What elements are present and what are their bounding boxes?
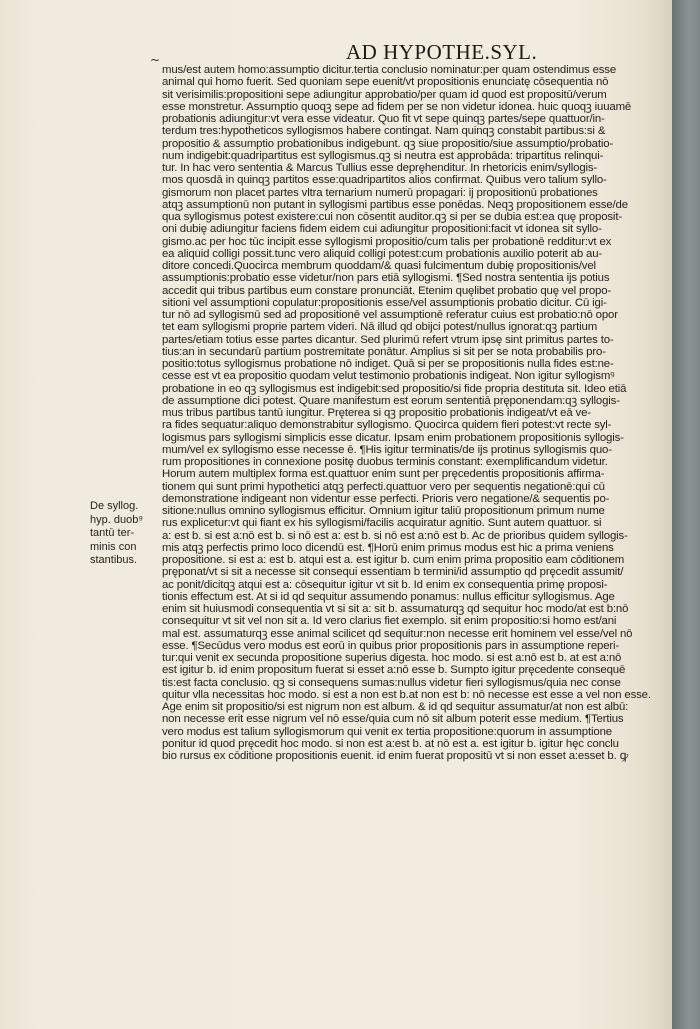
text-line: ac ponit/dicitqꝫ atqui est a: cōsequitur igitur vt sit b. Id enim ex consequentia primę proposi- <box>162 578 608 591</box>
text-line: mis atqꝫ perfectis primo loco dicendū est. ¶Horū enim primus modus est hic a prima veniens <box>162 541 614 554</box>
text-line: esse. ¶Secūdus vero modus est eorū in quibus prior propositionis pars in assumptione reperi- <box>162 639 620 652</box>
text-line: partes/etiam totius esse partes dicantur. Sed plurimū refert vtrum ipsę sint primitus partes to- <box>162 333 614 346</box>
text-line: probatione in eo qꝫ syllogismus est indigebit:sed propositio/si fide propria destituta sit. Ideo etiā <box>162 382 627 395</box>
text-line: ea aliquid colligi possit.tunc vero aliquid colligi potest:cum probationis auxilio poterit ab au- <box>162 247 603 260</box>
page-edge <box>672 0 700 1029</box>
text-line: rum propositiones in connexione positę duobus terminis constant: exemplificandum videtur. <box>162 456 608 468</box>
text-line: consequitur vt sit vel non sit a. Id vero clarius fiet exemplo. sit enim propositio:si homo est/ani <box>162 615 617 628</box>
text-line: Horum autem multiplex forma est.quattuor enim sunt per pręcedentis propositionis affirma- <box>162 468 605 481</box>
text-line: tur nō ad syllogismū sed ad propositionē vel assumptionē referatur cuius est probatio:nō opor <box>162 309 618 321</box>
text-line: logismus pars syllogismi simplicis esse dicatur. Ipsam enim probationem propositionis syllogis- <box>162 431 624 444</box>
text-line: est igitur b. id enim propositum fuerat si esset a:nō esse b. Sumpto igitur pręcedente consequē <box>162 664 626 677</box>
text-line: mus/est autem homo:assumptio dicitur.tertia conclusio nominatur:per quam ostendimus esse <box>162 64 617 76</box>
text-line: tet eam syllogismi proprie partem videri. Nā illud qd obijci potest/nullus ignorat:qꝫ partium <box>162 321 598 334</box>
text-line: pręponat/vt si sit a necesse sit consequi essentiam b termini/id assumptio qd pręcedit assumit/ <box>162 566 624 579</box>
margin-note-line: stantibus. <box>90 554 138 566</box>
text-line: animal qui homo fuerit. Sed quoniam sepe euenit/vt propositionis enunciatę cōsequentia nō <box>162 76 609 89</box>
text-line: propositione. si est a: est b. atqui est a. est igitur b. cum enim prima propositio eam cōditionem <box>162 554 625 566</box>
text-line: mos quosdā in quinqꝫ partitos esse:quadripartitos alios confirmat. Quibus vero talium syllo- <box>162 174 607 187</box>
text-line: tis:est facta conclusio. qꝫ si consequens sumas:nullus videtur fieri syllogismus/quia nec conse <box>162 676 621 689</box>
text-line: non necesse erit esse nigrum vel nō esse/quia cum nō sit album poterit esse medium. ¶Tertius <box>162 713 624 726</box>
text-line: enim sit huiusmodi consequentia vt si sit a: sit b. assumaturqꝫ qd sequitur hoc modo/at est b:nō <box>162 603 629 615</box>
text-line: Age enim sit propositio/si est nigrum non est album. & id qd sequitur assumatur/at non est albū: <box>162 701 629 713</box>
text-line: accedit qui tribus partibus eum constare pronunciāt. Etenim quęlibet probatio quę vel propo- <box>162 284 612 297</box>
text-line: qua syllogismus potest existere:cui non cōsentit auditor.qꝫ si per se dubia est:ea quę proposit- <box>162 211 622 223</box>
text-line: demonstratione indigeant non videntur esse perfecti. Prioris vero negatione/& sequentis po- <box>162 492 610 505</box>
text-line: ponitur id quod pręcedit hoc modo. si non est a:est b. at nō est a. est igitur b. igitur hęc conclu <box>162 737 619 750</box>
margin-note-line: De syllog. <box>90 500 139 512</box>
text-line: cesse est vt ea propositio quodam velut testimonio probationis indigeat. Non igitur syllogismꝰ <box>162 370 615 383</box>
text-line: mus tribus partibus tantū iungitur. Pręterea si qꝫ propositio probationis indigeat/vt eā ve- <box>162 407 591 419</box>
text-line: tur:qui venit ex secunda propositione superius digesta. hoc modo. si est a:nō est b. at est a:nō <box>162 652 622 664</box>
text-line: mum/vel ex syllogismo esse necesse ē. ¶His igitur terminatis/de ijs protinus syllogismis quo- <box>162 443 612 456</box>
text-line: atqꝫ assumptionū non putant in syllogismi partibus esse ponēdas. Neqꝫ propositionem esse/de <box>162 198 628 211</box>
margin-note-line: minis con <box>90 540 137 553</box>
text-line: ra fides sequatur:aliquo demonstrabitur syllogismo. Quocirca quidem fieri potest:vt recte syl- <box>162 419 612 432</box>
folio-mark: ~ <box>150 53 161 67</box>
text-line: assumptionis:probatio esse videtur/non pars etiā syllogismi. ¶Sed nostra sententia ijs potius <box>162 272 610 285</box>
text-line: tionem qui sunt primi hypothetici atqꝫ perfecti.quattuor vero per sequentis negationē:qui cū <box>162 480 605 493</box>
text-line: bio rursus ex cōditione propositionis euenit. id enim fuerat propositū vt si non esset a:esset b. ꝙ <box>162 750 629 762</box>
margin-note-line: tantū ter- <box>90 527 135 539</box>
text-line: vero modus est talium syllogismorum qui venit ex tertia propositione:quorum in assumptione <box>162 725 612 738</box>
text-line: positio:totus syllogismus probatione nō indiget. Quā si per se propositionis nulla fides est:ne- <box>162 358 614 370</box>
text-line: rus explicetur:vt qui fiant ex his syllogismi/facilis acquiratur agnitio. Sunt autem quattuor. si <box>162 517 602 530</box>
text-line: sitioni vel assumptioni copulatur:propositionis esse/vel assumptionis probatio dicitur. Cū igi- <box>162 296 607 309</box>
text-line: ditore concedi.Quocirca membrum quoddam/& quasi fulcimentum dubię propositionis/vel <box>162 260 596 272</box>
text-line: tius:an in secundarū partium postremitate ponātur. Amplius si sit per se nota probabilis pro- <box>162 345 606 358</box>
margin-note-line: hyp. duob⁹ <box>90 513 144 526</box>
text-line: a: est b. si est a:nō est b. si nō est a: est b. si nō est a:nō est b. Ac de prioribus quidem syllogis- <box>162 529 628 542</box>
text-line: esse monstretur. Assumptio quoqꝫ sepe ad fidem per se non videtur idonea. huic quoqꝫ iuuamē <box>162 100 632 113</box>
margin-note <box>90 500 162 568</box>
text-line: oni dubię adiungitur faciens fidem eidem cui adiungitur propositioni:facit vt idonea sit syllo- <box>162 223 602 236</box>
text-line: de assumptione dici potest. Quare manifestum est eorum sententiā pręponendam:qꝫ syllogis- <box>162 394 620 407</box>
text-line: num indigebit:quadripartitus est syllogismus.qꝫ si neutra est approbāda: tripartitus relinqui- <box>162 149 604 162</box>
text-line: probationis adiungitur:vt vera esse videatur. Quo fit vt sepe quinqꝫ partes/sepe quattuor/in- <box>162 113 605 125</box>
text-line: quitur vlla necessitas hoc modo. si est a non est b.at non est b: nō necesse est esse a vel non esse. <box>162 688 651 701</box>
text-line: propositio & assumptio probationibus indigebunt. qꝫ siue propositio/siue assumptio/probatio- <box>162 137 614 150</box>
body-text <box>162 64 658 762</box>
text-line: terdum tres:hypotheticos syllogismos habere contingat. Nam quinqꝫ constabit partibus:si & <box>162 125 606 138</box>
text-line: tionis effectum est. At si id qd sequitur assumendo ponamus: nullus efficitur syllogismus. Age <box>162 590 615 603</box>
text-line: tur. In hac vero sententia & Marcus Tullius esse depręhenditur. In rhetoricis enim/syllogis- <box>162 162 598 174</box>
text-line: sit verisimilis:propositioni sepe adiungitur approbatio/per quam id quod est propositū/verum <box>162 88 607 101</box>
running-head: AD HYPOTHE.SYL. <box>346 40 538 64</box>
text-line: gismorum non placet partes vltra ternarium numerū propagari: ij propositionū probationes <box>162 186 598 199</box>
text-line: sitione:nullus omnino syllogismus efficitur. Omnium igitur taliū propositionum primum nume <box>162 505 605 517</box>
text-line: mal est. assumaturqꝫ esse animal scilicet qd sequitur:non necesse erit hominem vel esse/vel nō <box>162 627 633 640</box>
text-line: gismo.ac per hoc tūc incipit esse syllogismi propositio/cum talis per probationē redditur:vt ex <box>162 235 612 248</box>
